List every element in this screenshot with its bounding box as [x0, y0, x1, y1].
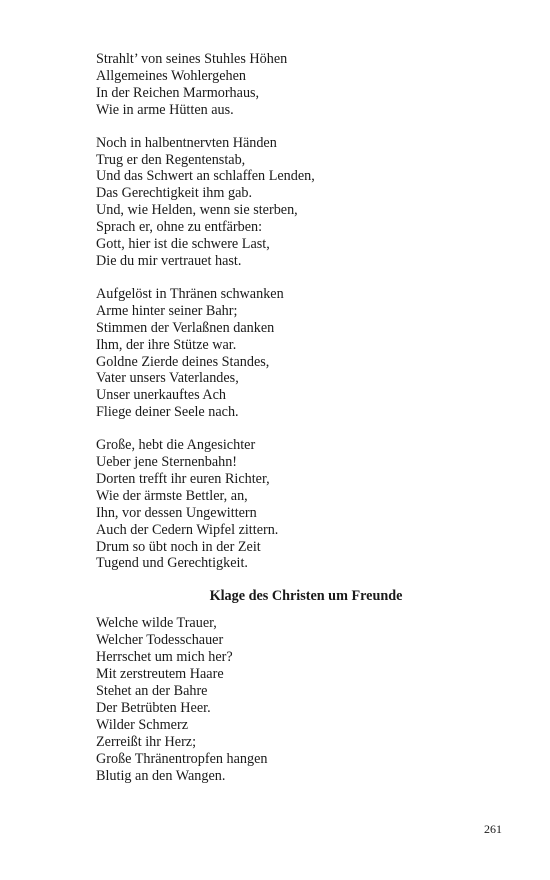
verse-line: Trug er den Regentenstab, [96, 151, 246, 168]
verse-line: Dorten trefft ihr euren Richter, [96, 470, 270, 487]
poem-title: Klage des Christen um Freunde [209, 588, 403, 605]
verse-line: Sprach er, ohne zu entfärben: [96, 219, 263, 236]
verse-line: Fliege deiner Seele nach. [96, 404, 239, 421]
verse-line: Wie der ärmste Bettler, an, [96, 487, 248, 504]
verse-line: In der Reichen Marmorhaus, [96, 84, 260, 101]
stanza-5 [96, 615, 456, 784]
verse-line: Die du mir vertrauet hast. [96, 252, 242, 269]
verse-line: Aufgelöst in Thränen schwanken [96, 285, 284, 302]
verse-line: Unser unerkauftes Ach [96, 387, 227, 404]
poem-text-block [96, 51, 456, 800]
verse-line: Strahlt’ von seines Stuhles Höhen [96, 51, 288, 67]
stanza-1 [96, 51, 456, 119]
verse-line: Und das Schwert an schlaffen Lenden, [96, 168, 315, 185]
verse-line: Drum so übt noch in der Zeit [96, 538, 261, 555]
verse-line: Wie in arme Hütten aus. [96, 101, 234, 118]
verse-line: Das Gerechtigkeit ihm gab. [96, 185, 253, 202]
verse-line: Und, wie Helden, wenn sie sterben, [96, 202, 298, 219]
verse-line: Mit zerstreutem Haare [96, 666, 224, 683]
verse-line: Wilder Schmerz [96, 716, 189, 733]
verse-line: Noch in halbentnervten Händen [96, 134, 277, 151]
verse-line: Große Thränentropfen hangen [96, 750, 268, 767]
verse-line: Große, hebt die Angesichter [96, 437, 256, 454]
verse-line: Tugend und Gerechtigkeit. [96, 555, 248, 572]
verse-line: Der Betrübten Heer. [96, 699, 211, 716]
verse-line: Auch der Cedern Wipfel zittern. [96, 521, 279, 538]
verse-line: Zerreißt ihr Herz; [96, 733, 197, 750]
verse-line: Allgemeines Wohlergehen [96, 67, 247, 84]
verse-line: Stimmen der Verlaßnen danken [96, 319, 275, 336]
verse-line: Welche wilde Trauer, [96, 615, 217, 632]
verse-line: Welcher Todesschauer [96, 632, 224, 649]
verse-line: Blutig an den Wangen. [96, 767, 226, 784]
verse-line: Vater unsers Vaterlandes, [96, 370, 239, 387]
verse-line: Gott, hier ist die schwere Last, [96, 236, 270, 253]
verse-line: Ueber jene Sternenbahn! [96, 454, 238, 471]
verse-line: Herrschet um mich her? [96, 649, 233, 666]
page-number: 261 [484, 822, 502, 836]
verse-line: Arme hinter seiner Bahr; [96, 302, 238, 319]
verse-line: Ihm, der ihre Stütze war. [96, 336, 237, 353]
verse-line: Ihn, vor dessen Ungewittern [96, 504, 257, 521]
stanza-3 [96, 286, 456, 421]
stanza-4 [96, 437, 456, 572]
verse-line: Stehet an der Bahre [96, 683, 208, 699]
stanza-2 [96, 135, 456, 270]
verse-line: Goldne Zierde deines Standes, [96, 353, 270, 370]
